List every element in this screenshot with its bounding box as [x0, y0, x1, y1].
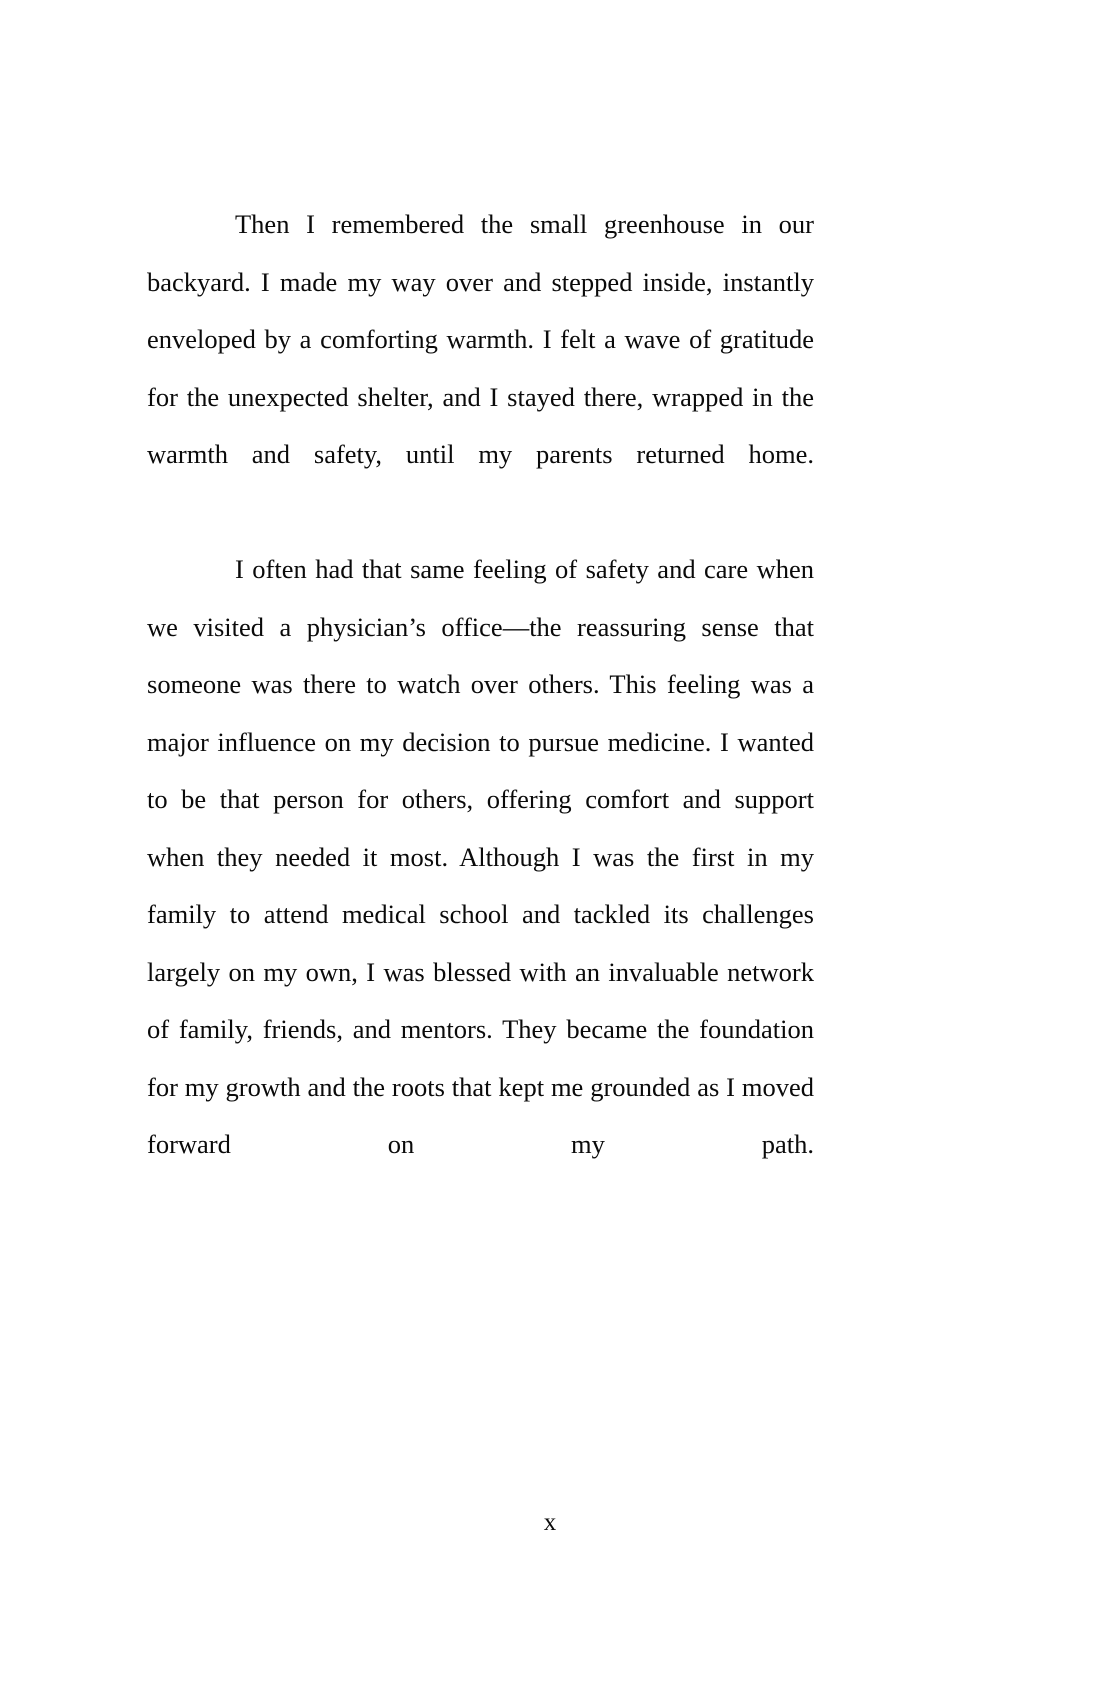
paragraph-2: I often had that same feeling of safety and care when we visited a physician’s office—the reassuring sense that someone was there to watch over others. This feeling was a major influence on my decision to pursue medicine. I wanted to be that person for others, offering comfort and support when they needed it most. Although I was the first in my family to attend medical school and tackled its challenges largely on my own, I was blessed with an invaluable network of family, friends, and mentors. They became the foundation for my growth and the roots that kept me grounded as I moved forward on my path. [147, 554, 814, 1159]
page-number: x [543, 1509, 557, 1536]
body-text-column [147, 196, 814, 1231]
paragraph-1: Then I remembered the small greenhouse in our backyard. I made my way over and stepped inside, instantly enveloped by a comforting warmth. I felt a wave of gratitude for the unexpected shelter, and I stayed there, wrapped in the warmth and safety, until my parents returned home. [147, 209, 814, 469]
